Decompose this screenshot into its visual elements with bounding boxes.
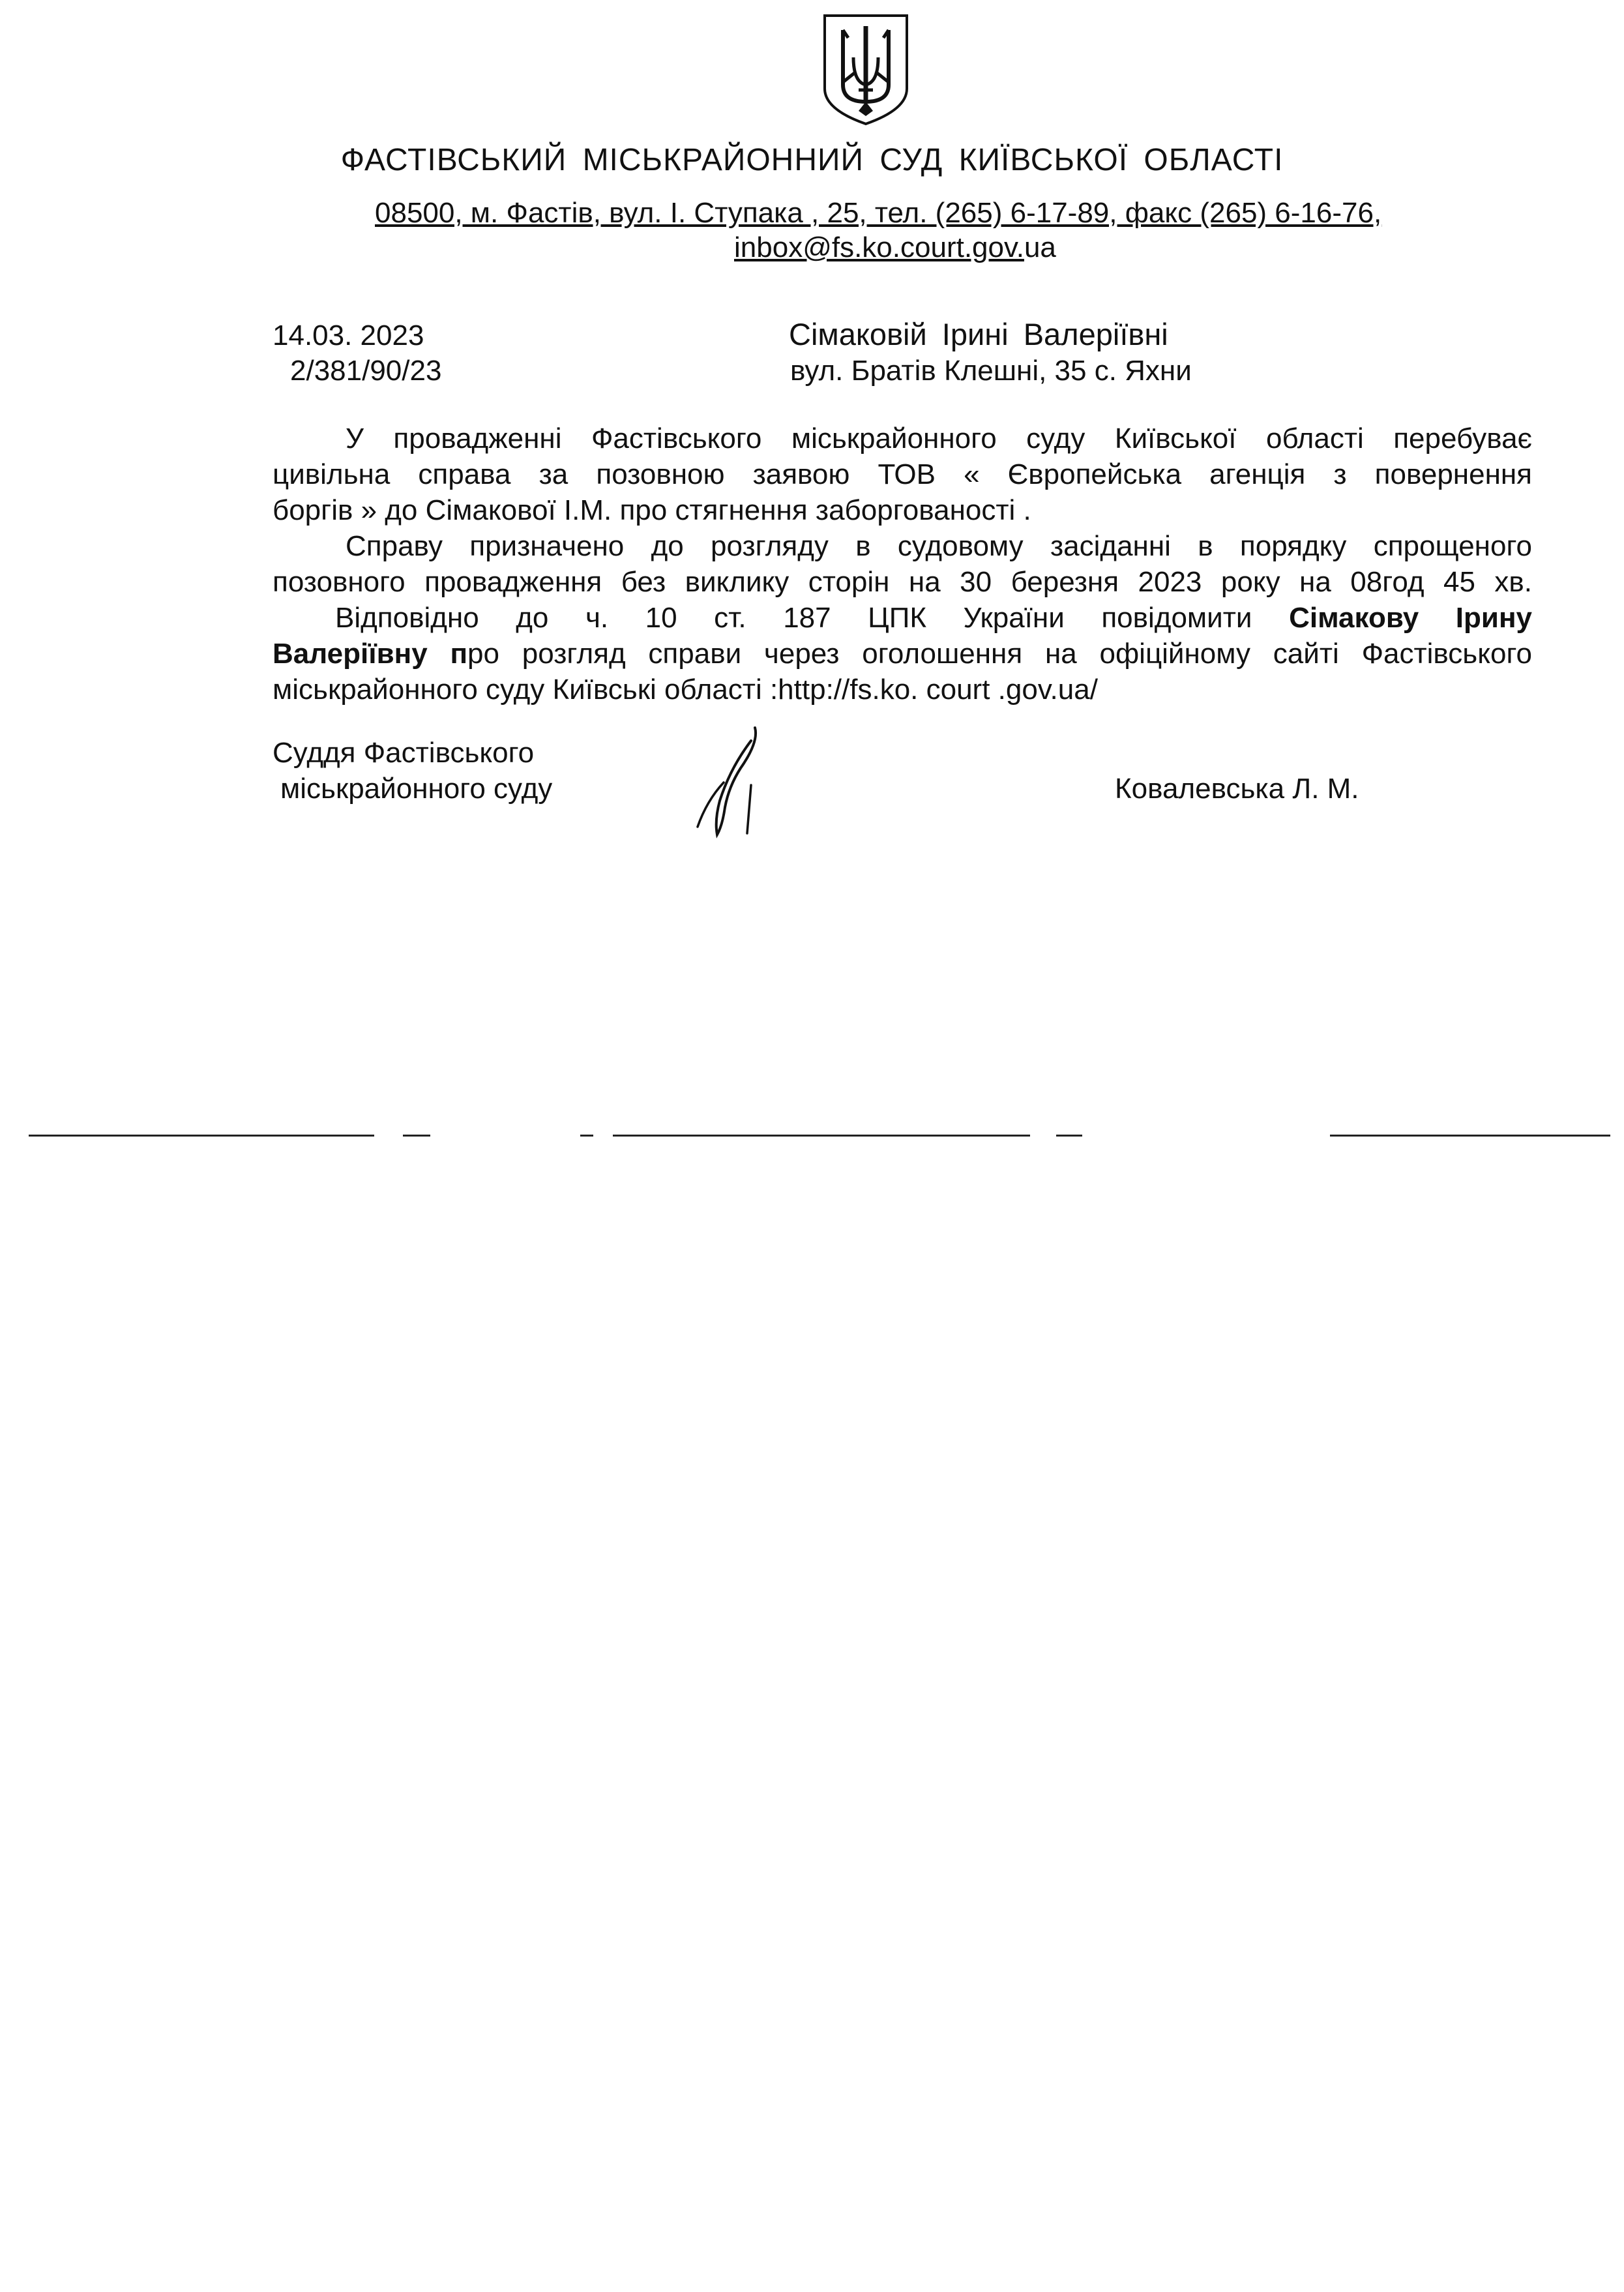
scan-divider-line <box>1056 1135 1082 1137</box>
court-email <box>734 231 1056 264</box>
notification-text: ро розгляд справи через оголошення на офіційному сайті Фастівського <box>467 638 1532 670</box>
trident-coat-of-arms-icon <box>819 12 912 128</box>
email-tail: ua <box>1024 231 1056 263</box>
scan-divider-line <box>613 1135 1030 1137</box>
paragraph-hearing-info <box>273 528 1532 600</box>
court-address: 08500, м. Фастів, вул. І. Ступака , 25, тел. (265) 6-17-89, факс (265) 6-16-76, <box>375 197 1382 229</box>
text-line <box>273 636 1532 672</box>
text-line: цивільна справа за позовною заявою ТОВ « Європейська агенція з повернення <box>273 458 1532 490</box>
document-date: 14.03. 2023 <box>273 320 424 351</box>
handwritten-signature <box>678 722 776 840</box>
scan-divider-line <box>403 1135 430 1137</box>
judge-title-line1: Суддя Фастівського <box>273 737 535 769</box>
scan-divider-line <box>29 1135 374 1137</box>
text-line: позовного провадження без виклику сторін на 30 березня 2023 року на 08год 45 хв. <box>273 566 1532 598</box>
text-line: міськрайонного суду Київські області :http://fs.ko. court .gov.ua/ <box>273 674 1098 706</box>
text-line: боргів » до Сімакової І.М. про стягнення заборгованості . <box>273 494 1031 526</box>
recipient-address: вул. Братів Клешні, 35 с. Яхни <box>790 355 1192 387</box>
text-line <box>273 600 1532 636</box>
paragraph-notification <box>273 600 1532 707</box>
case-number: 2/381/90/23 <box>290 355 442 387</box>
court-name: ФАСТІВСЬКИЙ МІСЬКРАЙОННИЙ СУД КИЇВСЬКОЇ ОБЛАСТІ <box>340 143 1284 177</box>
text-line: Справу призначено до розгляду в судовому засіданні в порядку спрощеного <box>346 530 1532 562</box>
paragraph-case-info <box>273 421 1532 528</box>
email-underlined-part: inbox@fs.ko.court.gov. <box>734 231 1024 263</box>
judge-name: Ковалевська Л. М. <box>1115 773 1359 805</box>
text-line: У провадженні Фастівського міськрайонного суду Київської області перебуває <box>346 423 1532 454</box>
judge-title-line2: міськрайонного суду <box>280 773 553 805</box>
notification-text: Відповідно до ч. 10 ст. 187 ЦПК України повідомити <box>335 602 1252 634</box>
defendant-name: Валеріївну п <box>273 638 468 670</box>
scan-divider-line <box>580 1135 593 1137</box>
recipient-name: Сімаковій Ірині Валеріївні <box>789 317 1168 351</box>
scan-divider-line <box>1330 1135 1610 1137</box>
defendant-name: Сімакову Ірину <box>1289 602 1532 634</box>
